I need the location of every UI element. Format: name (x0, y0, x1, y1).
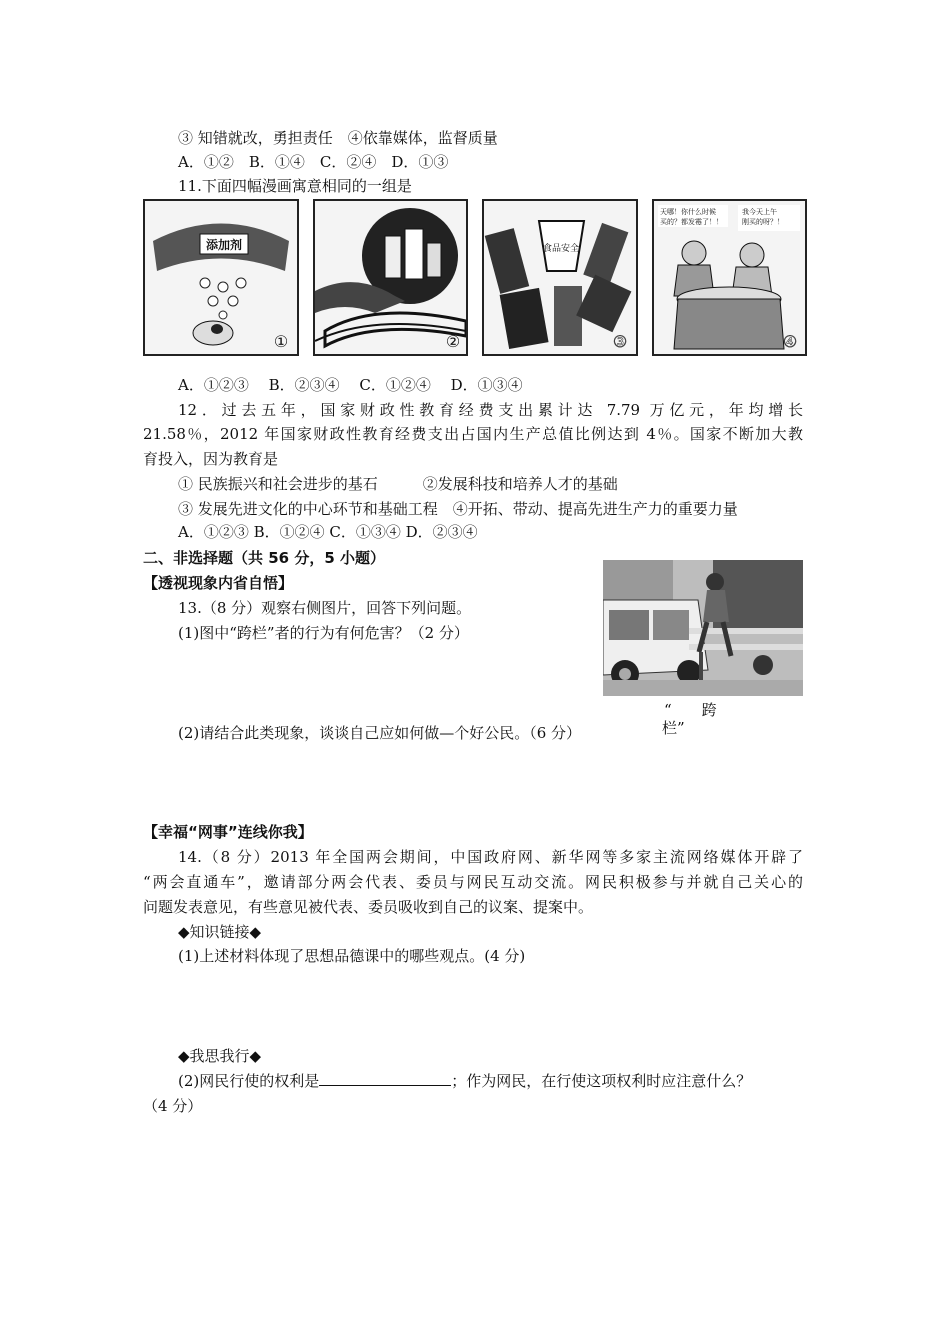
svg-text:天哪！你什么时候: 天哪！你什么时候 (660, 208, 716, 216)
svg-text:刚买的呀？！: 刚买的呀？！ (742, 218, 784, 226)
q10-options-line: ③ 知错就改，勇担责任 ④依靠媒体，监督质量 (178, 129, 498, 147)
svg-text:我今天上午: 我今天上午 (742, 208, 777, 216)
cartoon-1-number: ① (273, 332, 289, 351)
q11-answer-choices: A．①②③ B．②③④ C．①②④ D．①③④ (178, 376, 523, 394)
think-act-heading: ◆我思我行◆ (178, 1047, 262, 1065)
cartoon-4-number: ④ (782, 332, 798, 351)
cartoon-4 (652, 199, 807, 356)
q14-line-2: “两会直通车”，邀请部分两会代表、委员与网民互动交流。网民积极参与并就自己关心的 (143, 873, 803, 891)
cartoon-1-label: 添加剂 (205, 238, 243, 252)
q14-part-1: (1)上述材料体现了思想品德课中的哪些观点。(4 分) (178, 947, 526, 965)
cartoon-2-number: ② (445, 332, 461, 351)
q12-answer-choices: A．①②③ B．①②④ C．①③④ D．②③④ (178, 523, 478, 541)
hurdling-photo (603, 560, 803, 696)
q14-line-1: 14.（8 分）2013 年全国两会期间，中国政府网、新华网等多家主流网络媒体开辟了 (178, 848, 803, 866)
q13-part-1: (1)图中“跨栏”者的行为有何危害？（2 分） (178, 624, 469, 642)
knowledge-link-heading: ◆知识链接◆ (178, 923, 262, 941)
q12-option-1: ① 民族振兴和社会进步的基石 ②发展科技和培养人才的基础 (178, 475, 618, 493)
q14-line-3: 问题发表意见，有些意见被代表、委员吸收到自己的议案、提案中。 (143, 898, 594, 916)
cartoon-1 (143, 199, 299, 356)
cartoon-2 (313, 199, 468, 356)
svg-text:买的？都发霉了！！: 买的？都发霉了！！ (660, 218, 723, 226)
subsection-heading-2: 【幸福“网事”连线你我】 (143, 823, 313, 841)
q12-option-2: ③ 发展先进文化的中心环节和基础工程 ④开拓、带动、提高先进生产力的重要力量 (178, 500, 738, 518)
q11-stem: 11.下面四幅漫画寓意相同的一组是 (178, 177, 412, 195)
subsection-heading-1: 【透视现象内省自悟】 (143, 574, 294, 592)
cartoon-3-number: ③ (612, 332, 628, 351)
photo-caption-line-2: 栏” (662, 719, 685, 737)
q12-line-1: 12．过去五年，国家财政性教育经费支出累计达 7.79 万亿元，年均增长 (178, 401, 803, 419)
answer-blank[interactable] (319, 1071, 451, 1086)
q10-answer-choices: A．①② B．①④ C．②④ D．①③ (178, 153, 449, 171)
section-2-heading: 二、非选择题（共 56 分，5 小题） (143, 549, 385, 567)
q12-line-3: 育投入，因为教育是 (143, 450, 279, 468)
q14-part-2 (178, 1071, 751, 1091)
q13-part-2: (2)请结合此类现象，谈谈自己应如何做—个好公民。（6 分） (178, 724, 582, 742)
q13-stem: 13.（8 分）观察右侧图片，回答下列问题。 (178, 599, 472, 617)
q14-part-2-prefix: (2)网民行使的权利是 (178, 1072, 320, 1090)
photo-caption-line-1: “ 跨 (664, 701, 717, 719)
q12-line-2: 21.58％，2012 年国家财政性教育经费支出占国内生产总值比例达到 4％。国家不断加大教 (143, 425, 803, 443)
q14-part-2-score: （4 分） (143, 1097, 203, 1115)
cartoon-3 (482, 199, 638, 356)
cartoon-3-label: 食品安全 (542, 244, 580, 254)
q14-part-2-suffix: ；作为网民，在行使这项权利时应注意什么？ (451, 1072, 752, 1090)
